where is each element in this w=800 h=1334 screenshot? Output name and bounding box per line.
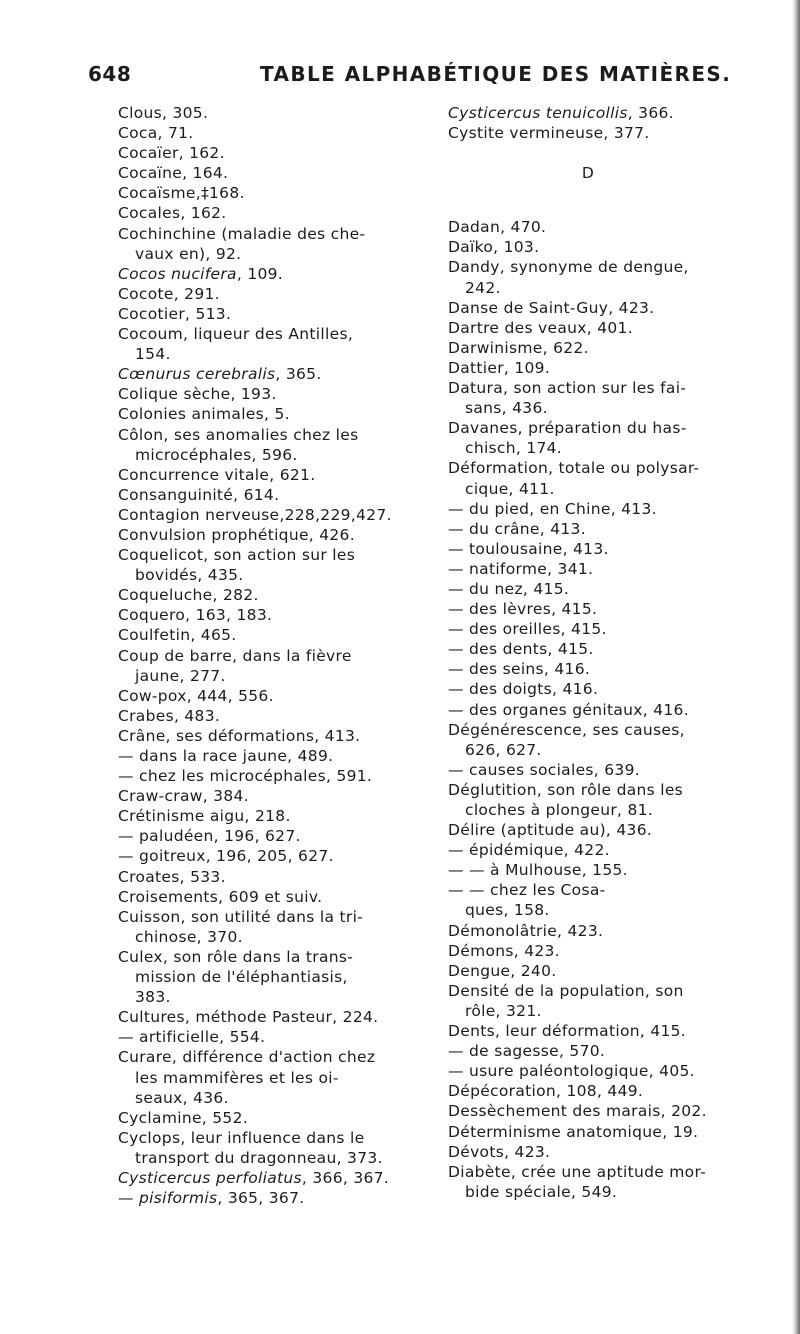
index-entry xyxy=(448,103,788,123)
index-entry-line: Densité de la population, son xyxy=(448,981,684,1000)
index-entry xyxy=(118,384,418,404)
index-entry-line: — chez les microcéphales, 591. xyxy=(118,767,373,786)
index-entry xyxy=(118,304,418,324)
index-entry xyxy=(118,143,418,163)
index-entry xyxy=(118,425,418,465)
index-entry xyxy=(448,559,788,579)
index-entry-line: — du nez, 415. xyxy=(448,579,570,598)
index-entry-line: — des seins, 416. xyxy=(448,660,591,679)
index-entry xyxy=(118,646,418,686)
index-entry-line: Coulfetin, 465. xyxy=(118,626,237,645)
index-entry-line: — des dents, 415. xyxy=(448,640,594,659)
index-entry-continuation: 154. xyxy=(135,345,171,364)
index-entry-line: Danse de Saint-Guy, 423. xyxy=(448,298,655,317)
index-entry xyxy=(448,619,788,639)
index-entry-line: Cocales, 162. xyxy=(118,204,227,223)
index-entry-line: — — à Mulhouse, 155. xyxy=(448,861,628,880)
index-entry xyxy=(118,123,418,143)
index-entry-line: Dadan, 470. xyxy=(448,218,547,237)
index-entry-line: Côlon, ses anomalies chez les xyxy=(118,425,359,444)
index-entry-line: Déformation, totale ou polysar- xyxy=(448,459,700,478)
index-entry-line: Déterminisme anatomique, 19. xyxy=(448,1122,699,1141)
index-entry-line: Coqueluche, 282. xyxy=(118,586,259,605)
index-entry-line: Crétinisme aigu, 218. xyxy=(118,807,291,826)
index-entry-line: — goitreux, 196, 205, 627. xyxy=(118,847,334,866)
index-entry-line: Concurrence vitale, 621. xyxy=(118,465,316,484)
index-entry xyxy=(118,806,418,826)
index-entry xyxy=(118,404,418,424)
index-entry xyxy=(118,1128,418,1168)
index-entry xyxy=(448,1122,788,1142)
index-entry-line: Déglutition, son rôle dans les xyxy=(448,780,684,799)
index-entry xyxy=(118,545,418,585)
index-entry-line: — paludéen, 196, 627. xyxy=(118,827,301,846)
index-entry-line: Colonies animales, 5. xyxy=(118,405,290,424)
index-entry xyxy=(448,519,788,539)
index-entry xyxy=(118,284,418,304)
index-entry xyxy=(448,1041,788,1061)
index-entry-continuation: rôle, 321. xyxy=(465,1001,542,1020)
index-entry xyxy=(448,820,788,840)
index-entry xyxy=(448,499,788,519)
index-entry xyxy=(448,961,788,981)
index-entry-line: Dégénérescence, ses causes, xyxy=(448,720,685,739)
index-entry xyxy=(448,257,788,297)
index-entry xyxy=(448,700,788,720)
index-entry-line: — pisiformis, 365, 367. xyxy=(118,1189,305,1208)
index-entry-line: Cow-pox, 444, 556. xyxy=(118,686,274,705)
index-column-left xyxy=(118,103,418,1208)
index-entry xyxy=(448,418,788,458)
index-entry xyxy=(118,163,418,183)
index-entry xyxy=(118,264,418,284)
index-entry xyxy=(118,203,418,223)
index-entry-continuation: ques, 158. xyxy=(465,901,550,920)
index-entry xyxy=(448,539,788,559)
index-entry-line: Dévots, 423. xyxy=(448,1142,551,1161)
index-entry-line: Cuisson, son utilité dans la tri- xyxy=(118,907,364,926)
index-entry xyxy=(118,465,418,485)
index-entry-line: Culex, son rôle dans la trans- xyxy=(118,947,354,966)
index-entry xyxy=(118,726,418,746)
index-entry-line: Daïko, 103. xyxy=(448,238,540,257)
index-entry-line: Dessèchement des marais, 202. xyxy=(448,1102,707,1121)
index-entry-line: Croisements, 609 et suiv. xyxy=(118,887,323,906)
index-entry-line: Colique sèche, 193. xyxy=(118,385,277,404)
index-entry-line: Convulsion prophétique, 426. xyxy=(118,525,355,544)
index-entry-line: — du pied, en Chine, 413. xyxy=(448,499,657,518)
index-entry-line: Cocaïne, 164. xyxy=(118,164,229,183)
index-entry-line: — du crâne, 413. xyxy=(448,519,586,538)
index-entry-continuation: transport du dragonneau, 373. xyxy=(135,1148,383,1167)
index-entry xyxy=(448,679,788,699)
index-entry-line: — artificielle, 554. xyxy=(118,1028,266,1047)
index-entry-line: Datura, son action sur les fai- xyxy=(448,379,687,398)
index-entry xyxy=(118,103,418,123)
index-entry xyxy=(118,625,418,645)
index-entry xyxy=(448,298,788,318)
index-entry xyxy=(448,981,788,1021)
running-header xyxy=(88,62,778,92)
index-entry xyxy=(448,860,788,880)
index-entry-line: — dans la race jaune, 489. xyxy=(118,747,334,765)
index-entry-line: Crâne, ses déformations, 413. xyxy=(118,726,361,745)
index-entry-continuation: chinose, 370. xyxy=(135,927,243,946)
index-entry xyxy=(118,706,418,726)
index-entry xyxy=(118,867,418,887)
index-entry-line: Cysticercus perfoliatus, 366, 367. xyxy=(118,1168,390,1187)
index-entry xyxy=(118,1168,418,1188)
index-entry xyxy=(118,324,418,364)
index-entry-line: Délire (aptitude au), 436. xyxy=(448,821,653,840)
index-entry-line: Dandy, synonyme de dengue, xyxy=(448,258,689,277)
index-entry xyxy=(448,338,788,358)
index-entry-line: — épidémique, 422. xyxy=(448,841,610,860)
index-entry xyxy=(118,525,418,545)
index-entry-line: Cochinchine (maladie des che- xyxy=(118,224,366,243)
index-entry xyxy=(448,780,788,820)
index-entry xyxy=(448,760,788,780)
index-entry xyxy=(448,599,788,619)
index-entry-line: Démons, 423. xyxy=(448,941,560,960)
index-entry-line: Dents, leur déformation, 415. xyxy=(448,1022,687,1041)
index-entry-line: Dartre des veaux, 401. xyxy=(448,318,633,337)
index-entry xyxy=(118,605,418,625)
index-entry-line: Cocotier, 513. xyxy=(118,304,232,323)
index-entry-line: Davanes, préparation du has- xyxy=(448,419,687,438)
index-entry xyxy=(448,458,788,498)
index-entry-line: Coquero, 163, 183. xyxy=(118,606,273,625)
index-entry-line: Croates, 533. xyxy=(118,867,226,886)
index-entry-continuation: cloches à plongeur, 81. xyxy=(465,801,654,819)
page-title: TABLE ALPHABÉTIQUE DES MATIÈRES. xyxy=(260,62,732,86)
index-entry xyxy=(118,1108,418,1128)
index-entry-continuation: sans, 436. xyxy=(465,399,548,418)
index-entry xyxy=(118,485,418,505)
index-entry xyxy=(448,217,788,237)
index-entry-continuation: microcéphales, 596. xyxy=(135,445,298,464)
index-entry-line: — toulousaine, 413. xyxy=(448,539,609,558)
index-entry xyxy=(448,1081,788,1101)
index-entry-continuation: les mammifères et les oi- xyxy=(135,1068,339,1087)
index-entry-continuation: seaux, 436. xyxy=(135,1088,229,1107)
index-entry-line: Cyclops, leur influence dans le xyxy=(118,1128,365,1147)
index-entry-line: Contagion nerveuse,228,229,427. xyxy=(118,505,392,524)
index-entry-line: Dattier, 109. xyxy=(448,358,551,377)
index-entry-line: Curare, différence d'action chez xyxy=(118,1048,376,1067)
index-entry xyxy=(118,224,418,264)
section-letter-d: D xyxy=(581,164,595,183)
index-entry-continuation: cique, 411. xyxy=(465,479,555,498)
index-entry xyxy=(118,364,418,384)
index-entry-line: — des oreilles, 415. xyxy=(448,620,607,639)
index-entry-continuation: vaux en), 92. xyxy=(135,244,242,263)
index-entries-d xyxy=(448,217,788,1202)
index-entry xyxy=(118,686,418,706)
index-entry xyxy=(118,1188,418,1208)
index-entry-line: Cysticercus tenuicollis, 366. xyxy=(448,104,674,122)
index-entry xyxy=(118,907,418,947)
index-entry-line: Cocaïer, 162. xyxy=(118,144,225,163)
index-entry-line: — des doigts, 416. xyxy=(448,680,599,699)
index-entry xyxy=(448,237,788,257)
index-entry xyxy=(118,746,418,766)
page-number: 648 xyxy=(88,62,132,86)
index-entry-line: Clous, 305. xyxy=(118,104,209,122)
index-entry-continuation: 626, 627. xyxy=(465,740,542,759)
index-entry-line: — causes sociales, 639. xyxy=(448,760,640,779)
index-entry-line: — des organes génitaux, 416. xyxy=(448,700,689,719)
index-entry-continuation: 242. xyxy=(465,278,501,297)
index-entry xyxy=(118,585,418,605)
index-entry xyxy=(118,826,418,846)
index-entry-line: Craw-craw, 384. xyxy=(118,787,249,806)
index-entry-line: Cocoum, liqueur des Antilles, xyxy=(118,325,354,344)
index-entry-line: Cocote, 291. xyxy=(118,284,220,303)
index-entry-line: Coquelicot, son action sur les xyxy=(118,546,356,565)
index-entry-line: Cœnurus cerebralis, 365. xyxy=(118,365,322,384)
index-entry xyxy=(448,941,788,961)
index-entry-line: Cocaïsme,‡168. xyxy=(118,184,245,203)
index-entry xyxy=(448,1061,788,1081)
index-entry-line: Consanguinité, 614. xyxy=(118,485,280,504)
index-entry xyxy=(448,659,788,679)
index-entry-line: Coca, 71. xyxy=(118,124,194,143)
index-entry xyxy=(448,579,788,599)
index-entry xyxy=(448,1162,788,1202)
index-entry-line: Coup de barre, dans la fièvre xyxy=(118,646,352,665)
index-entry xyxy=(448,720,788,760)
index-entry xyxy=(118,887,418,907)
index-entry xyxy=(118,1007,418,1027)
index-column-right xyxy=(448,103,788,1202)
index-entry-line: Dépécoration, 108, 449. xyxy=(448,1082,644,1101)
index-entry xyxy=(448,639,788,659)
index-entry xyxy=(118,947,418,1007)
index-entry-continuation: bovidés, 435. xyxy=(135,566,244,585)
index-entry xyxy=(118,766,418,786)
index-entry xyxy=(448,1101,788,1121)
index-entry-line: Diabète, crée une aptitude mor- xyxy=(448,1162,707,1181)
index-entry xyxy=(448,358,788,378)
index-entry-line: — de sagesse, 570. xyxy=(448,1042,606,1061)
index-entry xyxy=(448,1021,788,1041)
index-entry-line: Cystite vermineuse, 377. xyxy=(448,124,650,143)
index-entries-c-continued xyxy=(448,103,788,143)
index-entry xyxy=(448,880,788,920)
index-entry-line: — usure paléontologique, 405. xyxy=(448,1062,695,1081)
index-entry xyxy=(448,1142,788,1162)
index-entry xyxy=(118,1047,418,1107)
index-entry-continuation: bide spéciale, 549. xyxy=(465,1182,618,1201)
index-entry xyxy=(448,123,788,143)
index-entry xyxy=(118,505,418,525)
index-entry-line: — des lèvres, 415. xyxy=(448,600,598,619)
index-entry-continuation: chisch, 174. xyxy=(465,439,563,458)
page-edge-shadow xyxy=(792,0,800,1334)
index-entry xyxy=(448,318,788,338)
index-entry-line: Cyclamine, 552. xyxy=(118,1108,248,1127)
index-entry xyxy=(448,840,788,860)
index-entry-continuation: jaune, 277. xyxy=(135,666,226,685)
index-entry-continuation: 383. xyxy=(135,988,171,1007)
index-entry-line: Démonolâtrie, 423. xyxy=(448,921,604,940)
index-entry-line: — — chez les Cosa- xyxy=(448,881,606,900)
index-entry-line: Cultures, méthode Pasteur, 224. xyxy=(118,1008,379,1027)
index-entry xyxy=(448,921,788,941)
index-entry-line: Cocos nucifera, 109. xyxy=(118,264,284,283)
index-entry-line: — natiforme, 341. xyxy=(448,559,594,578)
index-entry xyxy=(118,846,418,866)
index-entry-line: Crabes, 483. xyxy=(118,706,221,725)
index-entry xyxy=(118,786,418,806)
index-entry xyxy=(118,183,418,203)
index-entry-line: Darwinisme, 622. xyxy=(448,338,589,357)
index-entry xyxy=(118,1027,418,1047)
index-entry-continuation: mission de l'éléphantiasis, xyxy=(135,968,348,987)
index-entry xyxy=(448,378,788,418)
index-entry-line: Dengue, 240. xyxy=(448,961,557,980)
